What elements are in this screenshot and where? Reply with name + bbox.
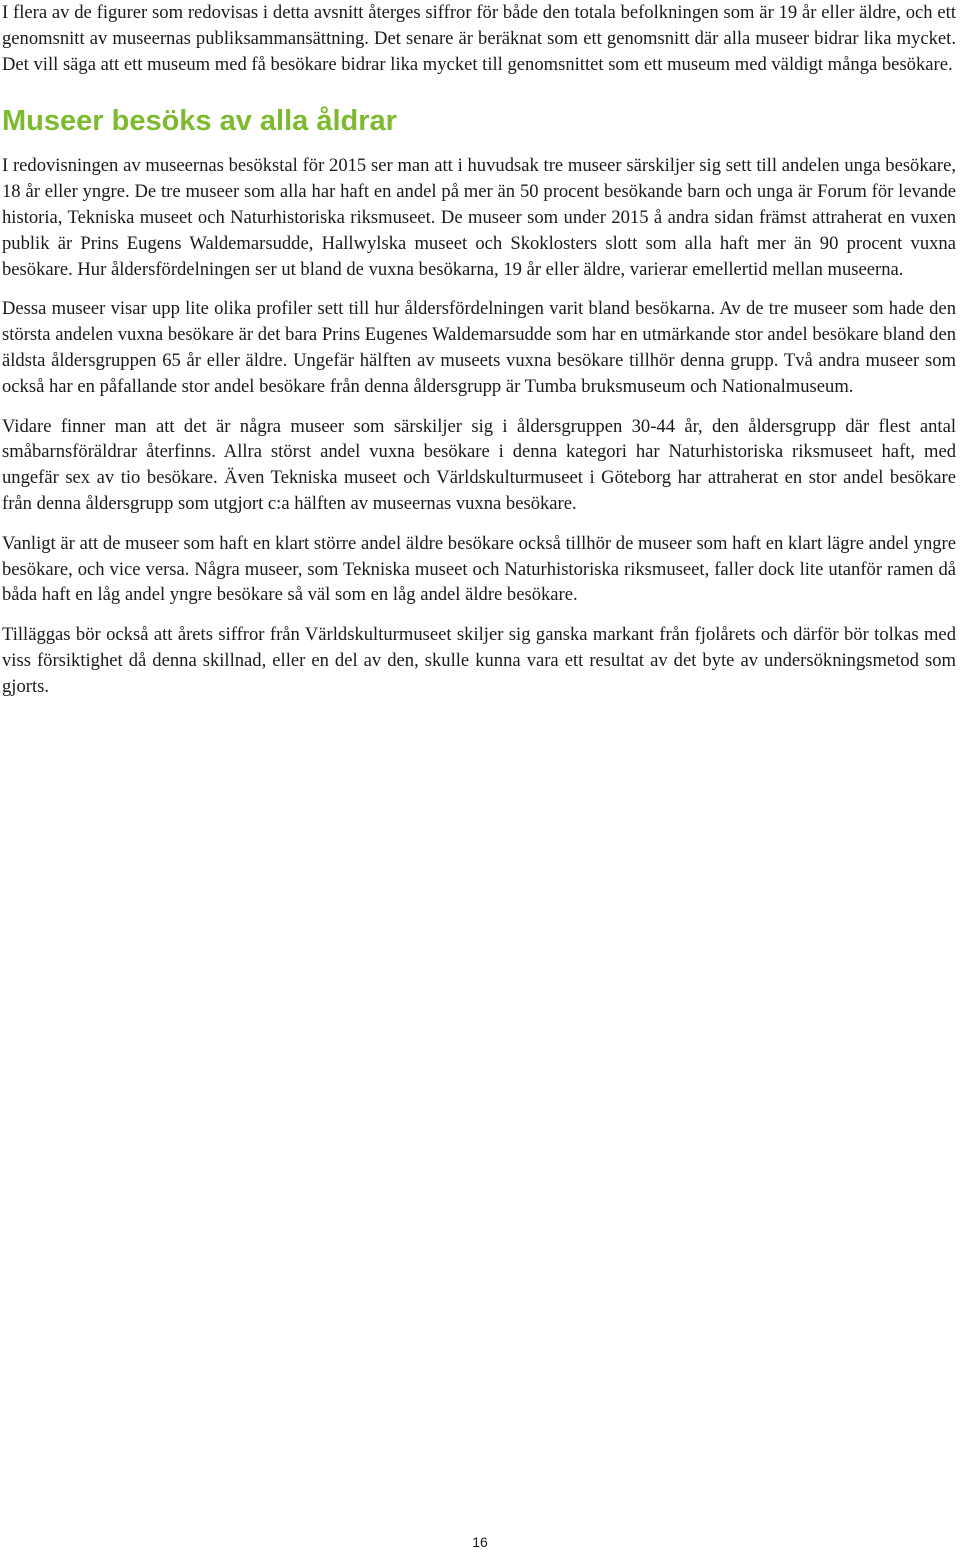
intro-paragraph: I flera av de figurer som redovisas i detta avsnitt återges siffror för både den totala befolkningen som är 19 år eller äldre, och ett genomsnitt av museernas publiksammansättning. Det senare är beräknat som ett genomsnitt där alla museer bidrar lika mycket. Det vill säga att ett museum med få besökare bidrar lika mycket till genomsnittet som ett museum med väldigt många besökare.: [2, 2, 956, 75]
document-page: [2, 0, 956, 700]
body-paragraph-3: Vidare finner man att det är några museer som särskiljer sig i åldersgruppen 30-44 år, den åldersgrupp där flest antal småbarnsföräldrar återfinns. Allra störst andel vuxna besökare i denna kategori har Naturhistoriska riksmuseet haft, med ungefär sex av tio besökare. Även Tekniska museet och Världskulturmuseet i Göteborg har attraherat en stor andel besökare från denna åldersgrupp som utgjort c:a hälften av museernas vuxna besökare.: [2, 415, 956, 514]
page-number: 16: [472, 1534, 488, 1550]
body-paragraph-5: Tilläggas bör också att årets siffror från Världskulturmuseet skiljer sig ganska markant från fjolårets och därför bör tolkas med viss försiktighet då denna skillnad, eller en del av den, skulle kunna vara ett resultat av det byte av undersökningsmetod som gjorts.: [2, 624, 956, 697]
body-paragraph-1: I redovisningen av museernas besökstal för 2015 ser man att i huvudsak tre museer särskiljer sig sett till andelen unga besökare, 18 år eller yngre. De tre museer som alla har haft en andel på mer än 50 procent besökande barn och unga är Forum för levande historia, Tekniska museet och Naturhistoriska riksmuseet. De museer som under 2015 å andra sidan främst attraherat en vuxen publik är Prins Eugens Waldemarsudde, Hallwylska museet och Skoklosters slott som alla haft mer än 90 procent vuxna besökare. Hur åldersfördelningen ser ut bland de vuxna besökarna, 19 år eller äldre, varierar emellertid mellan museerna.: [2, 155, 956, 280]
body-paragraph-2: Dessa museer visar upp lite olika profiler sett till hur åldersfördelningen varit bland besökarna. Av de tre museer som hade den största andelen vuxna besökare är det bara Prins Eugenes Waldemarsudde som har en utmärkande stor andel besökare bland den äldsta åldersgruppen 65 år eller äldre. Ungefär hälften av museets vuxna besökare tillhör denna grupp. Två andra museer som också har en påfallande stor andel besökare från denna åldersgrupp är Tumba bruksmuseum och Nationalmuseum.: [2, 298, 956, 397]
body-paragraph-4: Vanligt är att de museer som haft en klart större andel äldre besökare också tillhör de museer som haft en klart lägre andel yngre besökare, och vice versa. Några museer, som Tekniska museet och Naturhistoriska riksmuseet, faller dock lite utanför ramen då båda haft en låg andel yngre besökare så väl som en låg andel äldre besökare.: [2, 532, 956, 606]
section-heading: Museer besöks av alla åldrar: [2, 105, 397, 138]
